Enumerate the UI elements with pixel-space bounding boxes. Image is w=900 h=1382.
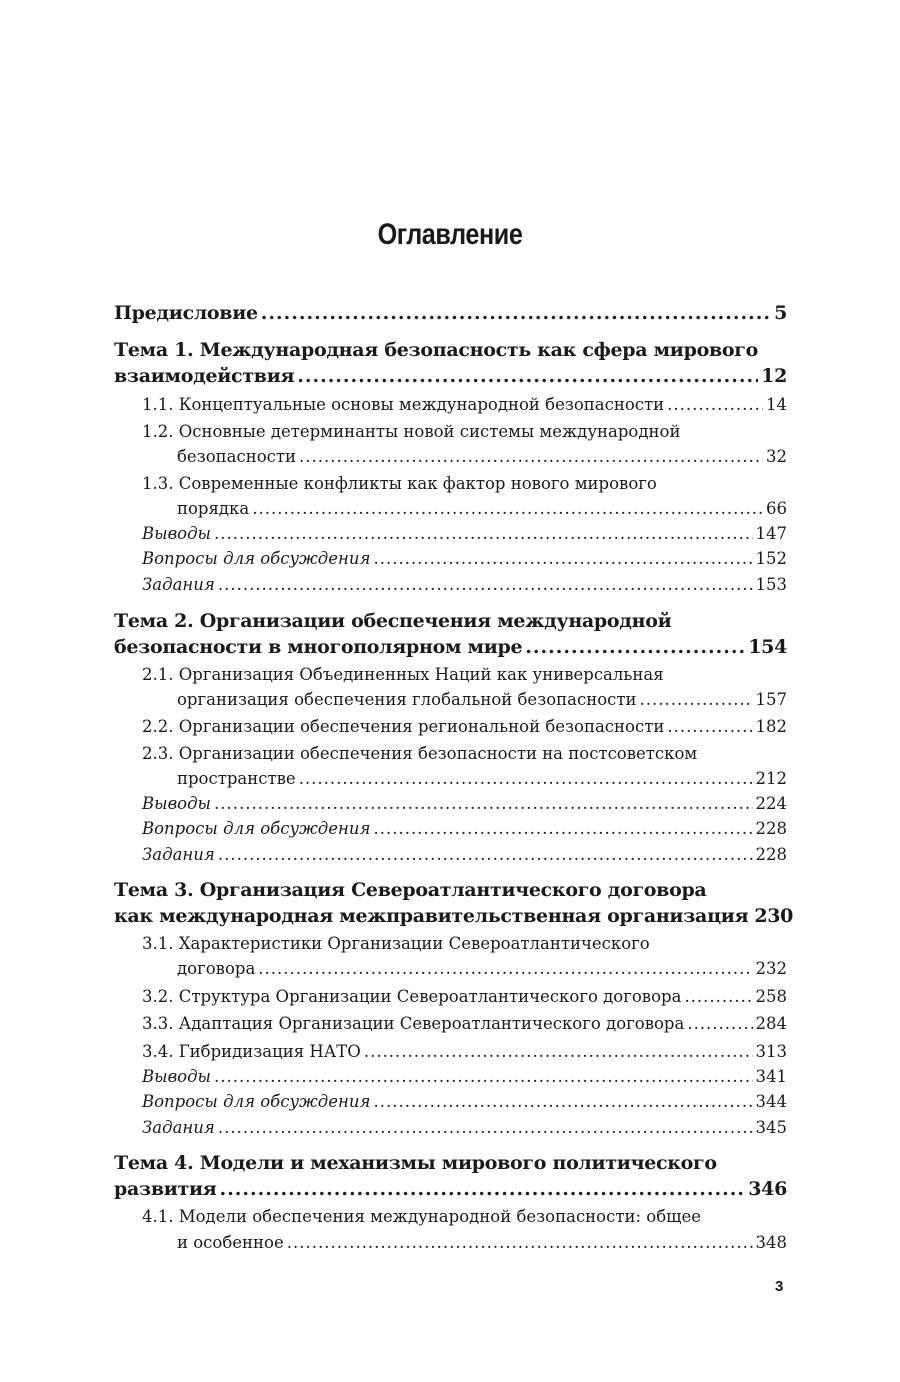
- toc-page-number: 182: [755, 717, 787, 736]
- toc-section-line: [142, 1042, 787, 1061]
- toc-entry-title: Тема 3. Организация Североатлантического договора: [114, 879, 707, 901]
- toc-entry-title: Вопросы для обсуждения: [142, 549, 371, 568]
- dot-leader: [218, 575, 753, 594]
- toc-chapter-line: [114, 302, 787, 324]
- toc-page-number: 284: [755, 1014, 787, 1033]
- toc-entry-title: Задания: [142, 1118, 215, 1137]
- dot-leader: [667, 717, 752, 736]
- toc-section-line: [177, 959, 787, 978]
- dot-leader: [373, 549, 752, 568]
- dot-leader: [218, 845, 753, 864]
- toc-page-number: 66: [766, 499, 787, 518]
- toc-entry-title: организация обеспечения глобальной безопасности: [177, 690, 637, 709]
- toc-page-number: 224: [755, 794, 787, 813]
- toc-page-number: 157: [755, 690, 787, 709]
- dot-leader: [687, 1014, 752, 1033]
- toc-entry-title: порядка: [177, 499, 250, 518]
- toc-page-number: 228: [755, 845, 787, 864]
- page-number: 3: [775, 1278, 784, 1295]
- toc-chapter-line: [114, 365, 787, 387]
- toc-section-line: [142, 1014, 787, 1033]
- toc-section-line: [142, 1092, 787, 1111]
- toc-section-line: [142, 819, 787, 838]
- toc-entry-title: 2.2. Организации обеспечения региональной безопасности: [142, 717, 665, 736]
- toc-page-number: 228: [755, 819, 787, 838]
- dot-leader: [525, 636, 745, 658]
- toc-page-number: 147: [755, 524, 787, 543]
- toc-chapter-line: [114, 905, 794, 927]
- toc-chapter-line: [114, 339, 787, 361]
- toc-page-number: 153: [755, 575, 787, 594]
- toc-page-number: 212: [755, 769, 787, 788]
- toc-section-line: [142, 717, 787, 736]
- toc-section-line: [177, 769, 787, 788]
- toc-entry-title: развития: [114, 1178, 217, 1200]
- toc-entry-title: 1.2. Основные детерминанты новой системы международной: [142, 422, 681, 441]
- toc-section-line: [142, 934, 787, 953]
- toc-entry-title: Предисловие: [114, 302, 258, 324]
- toc-entry-title: договора: [177, 959, 256, 978]
- toc-entry-title: безопасности: [177, 447, 297, 466]
- toc-section-line: [142, 395, 787, 414]
- toc-entry-title: и особенное: [177, 1233, 284, 1252]
- toc-entry-title: 3.3. Адаптация Организации Североатлантического договора: [142, 1014, 685, 1033]
- toc-section-line: [177, 499, 787, 518]
- toc-section-line: [142, 474, 787, 493]
- toc-section-line: [142, 665, 787, 684]
- toc-entry-title: Задания: [142, 575, 215, 594]
- toc-section-line: [142, 1118, 787, 1137]
- dot-leader: [220, 1178, 746, 1200]
- toc-page-number: 232: [755, 959, 787, 978]
- toc-chapter-line: [114, 1152, 787, 1174]
- toc-page-number: 12: [761, 365, 787, 387]
- toc-entry-title: безопасности в многополярном мире: [114, 636, 523, 658]
- dot-leader: [373, 1092, 752, 1111]
- dot-leader: [252, 499, 763, 518]
- dot-leader: [261, 302, 771, 324]
- dot-leader: [640, 690, 753, 709]
- toc-section-line: [142, 987, 787, 1006]
- dot-leader: [258, 959, 752, 978]
- toc-page-number: 152: [755, 549, 787, 568]
- dot-leader: [214, 1067, 753, 1086]
- toc-entry-title: Выводы: [142, 1067, 211, 1086]
- toc-entry-title: 2.3. Организации обеспечения безопасности на постсоветском: [142, 744, 698, 763]
- toc-chapter-line: [114, 610, 787, 632]
- dot-leader: [287, 1233, 753, 1252]
- toc-entry-title: Задания: [142, 845, 215, 864]
- dot-leader: [684, 987, 752, 1006]
- dot-leader: [373, 819, 752, 838]
- toc-entry-title: Тема 1. Международная безопасность как сфера мирового: [114, 339, 758, 361]
- toc-chapter-line: [114, 636, 787, 658]
- page-title: Оглавление: [377, 218, 523, 251]
- toc-entry-title: Вопросы для обсуждения: [142, 819, 371, 838]
- toc-page-number: 341: [755, 1067, 787, 1086]
- toc-entry-title: 1.1. Концептуальные основы международной безопасности: [142, 395, 665, 414]
- dot-leader: [218, 1118, 753, 1137]
- dot-leader: [299, 447, 763, 466]
- toc-entry-title: 1.3. Современные конфликты как фактор нового мирового: [142, 474, 657, 493]
- toc-entry-title: 2.1. Организация Объединенных Наций как универсальная: [142, 665, 664, 684]
- toc-section-line: [142, 549, 787, 568]
- toc-section-line: [142, 845, 787, 864]
- toc-entry-title: пространстве: [177, 769, 296, 788]
- toc-entry-title: взаимодействия: [114, 365, 295, 387]
- toc-section-line: [177, 447, 787, 466]
- toc-section-line: [177, 690, 787, 709]
- toc-entry-title: 3.1. Характеристики Организации Североатлантического: [142, 934, 650, 953]
- toc-page-number: 348: [755, 1233, 787, 1252]
- toc-page-number: 313: [755, 1042, 787, 1061]
- toc-section-line: [142, 1207, 787, 1226]
- toc-section-line: [177, 1233, 787, 1252]
- toc-entry-title: Выводы: [142, 794, 211, 813]
- toc-chapter-line: [114, 879, 787, 901]
- toc-entry-title: Выводы: [142, 524, 211, 543]
- toc-entry-title: 4.1. Модели обеспечения международной безопасности: общее: [142, 1207, 702, 1226]
- toc-entry-title: Вопросы для обсуждения: [142, 1092, 371, 1111]
- dot-leader: [214, 794, 753, 813]
- dot-leader: [299, 769, 753, 788]
- toc-page-number: 32: [766, 447, 787, 466]
- toc-page-number: 258: [755, 987, 787, 1006]
- toc-entry-title: Тема 2. Организации обеспечения международной: [114, 610, 672, 632]
- toc-entry-title: как международная межправительственная организация: [114, 905, 749, 927]
- toc-page-number: 230: [754, 905, 794, 927]
- toc-entry-title: Тема 4. Модели и механизмы мирового политического: [114, 1152, 717, 1174]
- toc-chapter-line: [114, 1178, 787, 1200]
- toc-page-number: 14: [766, 395, 787, 414]
- toc-entry-title: 3.2. Структура Организации Североатлантического договора: [142, 987, 682, 1006]
- dot-leader: [667, 395, 763, 414]
- toc-section-line: [142, 575, 787, 594]
- dot-leader: [297, 365, 758, 387]
- toc-section-line: [142, 1067, 787, 1086]
- toc-page-number: 154: [748, 636, 787, 658]
- toc-page-number: 5: [774, 302, 787, 324]
- toc-page-number: 345: [755, 1118, 787, 1137]
- dot-leader: [364, 1042, 753, 1061]
- toc-section-line: [142, 794, 787, 813]
- toc-page-number: 346: [748, 1178, 787, 1200]
- toc-entry-title: 3.4. Гибридизация НАТО: [142, 1042, 361, 1061]
- toc-section-line: [142, 524, 787, 543]
- toc-page-number: 344: [755, 1092, 787, 1111]
- dot-leader: [214, 524, 753, 543]
- toc-section-line: [142, 422, 787, 441]
- toc-section-line: [142, 744, 787, 763]
